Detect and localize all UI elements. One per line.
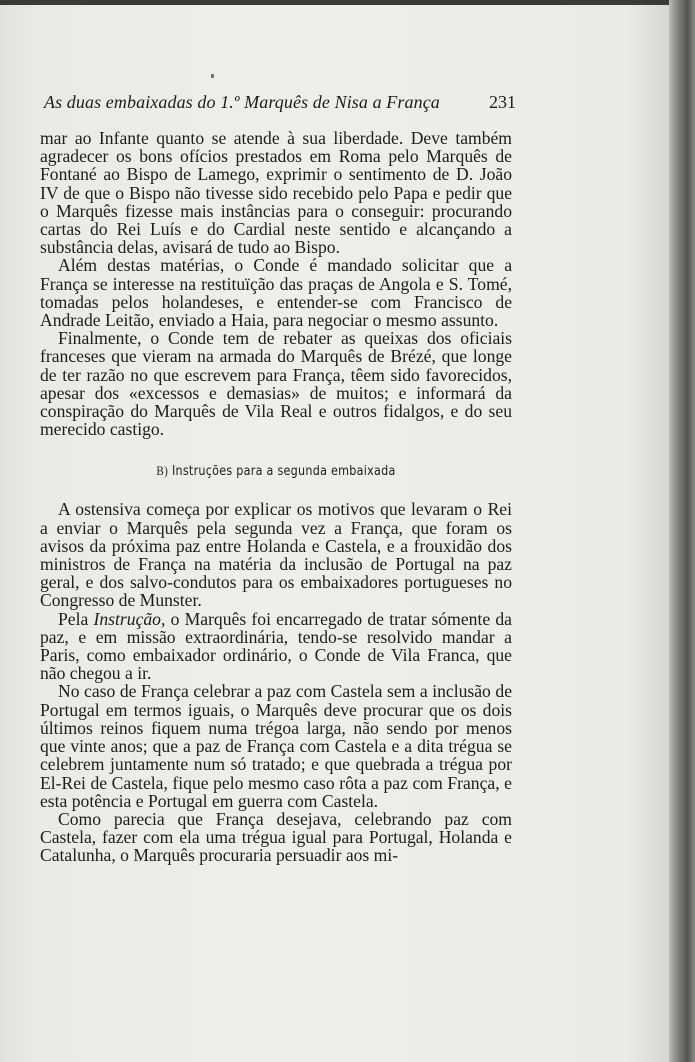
paragraph: Finalmente, o Conde tem de rebater as queixas dos oficiais franceses que vieram na armada do Marquês de Brézé, que longe de ter razão no que escrevem para França, têem sido favorecidos, apesar dos «excessos e demasias» de muitos; e informará da conspiração do Marquês de Vila Real e outros fidalgos, e do seu merecido castigo. (40, 328, 512, 440)
italic-term: Instrução, (93, 608, 166, 629)
paragraph (40, 610, 512, 683)
paragraph: Como parecia que França desejava, celebrando paz com Castela, fazer com ela uma trégua igual para Portugal, Holanda e Catalunha, o Marquês procuraria persuadir aos mi- (40, 808, 512, 866)
paragraph-text: Pela (58, 608, 94, 629)
book-spine-shadow (669, 0, 695, 1062)
section-title: Instruções para a segunda embaixada (171, 464, 396, 480)
running-head-title: As duas embaixadas do 1.º Marquês de Nisa a França (44, 92, 440, 112)
section-label: B) (156, 463, 169, 479)
page-top-edge (0, 0, 695, 5)
paragraph: mar ao Infante quanto se atende à sua liberdade. Deve também agradecer os bons ofícios prestados em Roma pelo Marquês de Fontané ao Bispo de Lamego, exprimir o sentimento de D. João IV de que o Bispo não tivesse sido recebido pelo Papa e pedir que o Marquês fizesse mais instâncias para o conseguir: procurando cartas do Rei Luís e do Cardial neste sentido e alcançando a substância delas, avisará de tudo ao Bispo. (40, 128, 512, 258)
paragraph-text: o Marquês foi encarregado de tratar sómente da paz, e em missão extraordinária, tendo-se resolvido mandar a Paris, como embaixador ordinário, o Conde de Vila Franca, que não chegou a ir. (40, 608, 512, 684)
paragraph: No caso de França celebrar a paz com Castela sem a inclusão de Portugal em termos iguais, o Marquês deve procurar que os dois últimos reinos fiquem numa trégoa larga, não sendo por menos que vinte anos; que a paz de França com Castela e a dita trégua se celebrem juntamente num só tratado; e que quebrada a trégua por El-Rei de Castela, fique pelo mesmo caso rôta a paz com França, e esta potência e Portugal em guerra com Castela. (40, 681, 512, 811)
paragraph: Além destas matérias, o Conde é mandado solicitar que a França se interesse na restituïção das praças de Angola e S. Tomé, tomadas pelos holandeses, e entender-se com Francisco de Andrade Leitão, enviado a Haia, para negociar o mesmo assunto. (40, 255, 512, 331)
ink-speck (211, 74, 214, 78)
section-heading (73, 462, 479, 500)
body-text (40, 129, 512, 865)
running-head (44, 92, 516, 116)
paragraph: A ostensiva começa por explicar os motivos que levaram o Rei a enviar o Marquês pela segunda vez a França, que foram os avisos da próxima paz entre Holanda e Castela, e a frouxidão dos ministros de França na matéria da inclusão de Portugal na paz geral, e dos salvo-condutos para os embaixadores portugueses no Congresso de Munster. (40, 499, 512, 611)
page-number: 231 (489, 92, 516, 112)
